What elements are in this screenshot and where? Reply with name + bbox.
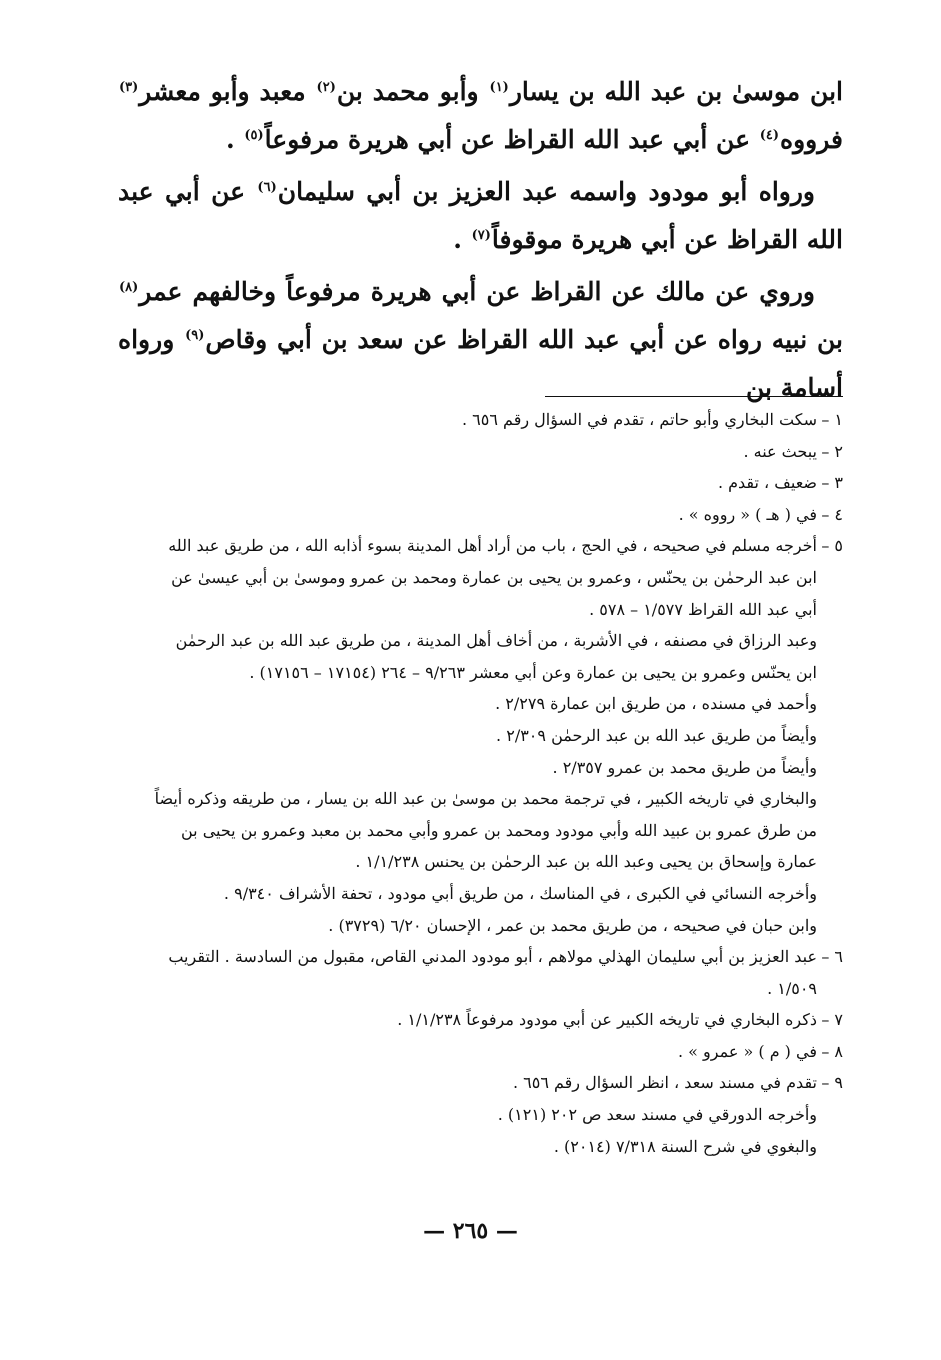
footnote-body [118,1036,817,1068]
footnote-body [118,1004,817,1036]
footnote-line: وعبد الرزاق في مصنفه ، في الأشربة ، من أخاف أهل المدينة ، من طريق عبد الله بن عبد الرحمٰن [175,631,817,651]
footnote-ref-5[interactable]: (٥) [244,127,264,143]
footnote-3 [118,467,843,499]
footnote-line: وأيضاً من طريق محمد بن عمرو ٢/٣٥٧ . [552,757,817,777]
paragraph-3 [118,268,843,412]
footnote-number: ٦ – [821,947,843,967]
text-segment: فرووه [780,125,843,154]
footnote-ref-1[interactable]: (١) [489,79,509,95]
footnote-line: من طرق عمرو بن عبيد الله وأبي مودود ومحمد بن عمرو وأبي محمد بن معبد وعمرو بن يحيى بن [180,820,817,840]
footnote-body [118,436,817,468]
footnote-divider [545,396,843,397]
footnote-line: في ( م ) « عمرو » . [678,1041,817,1061]
footnote-ref-9[interactable]: (٩) [185,327,205,343]
footnote-ref-2[interactable]: (٢) [316,79,336,95]
footnote-ref-7[interactable]: (٧) [471,227,491,243]
footnote-line: وأخرجه النسائي في الكبرى ، في المناسك ، من طريق أبي مودود ، تحفة الأشراف ٩/٣٤٠ . [223,883,817,903]
footnote-number: ٩ – [821,1073,843,1093]
footnote-body [118,941,817,1004]
text-segment: بن نبيه رواه عن أبي عبد الله القراظ عن سعد بن أبي وقاص [205,325,843,354]
text-segment: معبد وأبو معشر [139,77,316,106]
footnote-line: عمارة وإسحاق بن يحيى وعبد الله بن عبد الرحمٰن بن يحنس ١/١/٢٣٨ . [355,852,817,872]
footnote-8 [118,1036,843,1068]
text-segment: . [225,125,244,154]
footnote-ref-8[interactable]: (٨) [119,279,139,295]
text-segment: ورواه أبو مودود واسمه عبد العزيز بن أبي سليمان [277,177,815,206]
paragraph-1 [118,68,843,164]
footnote-ref-6[interactable]: (٦) [257,179,277,195]
footnote-4 [118,499,843,531]
text-segment: ابن موسىٰ بن عبد الله بن يسار [509,77,843,106]
main-text [118,68,843,416]
footnote-line: ضعيف ، تقدم . [717,473,817,493]
footnote-line: أخرجه مسلم في صحيحه ، في الحج ، باب من أراد أهل المدينة بسوء أذابه الله ، من طريق عبد الله [168,536,817,556]
footnote-line: وأخرجه الدورقي في مسند سعد ص ٢٠٢ (١٢١) . [497,1105,817,1125]
footnote-ref-3[interactable]: (٣) [119,79,139,95]
paragraph-2 [118,168,843,264]
footnote-line: ابن عبد الرحمٰن بن يحنّس ، وعمرو بن يحيى بن عمارة ومحمد بن عمرو وموسىٰ بن أبي عيسىٰ عن [171,567,817,587]
footnote-line: ١/٥٠٩ . [767,978,817,998]
text-segment: ورواه أسامة بن [118,325,843,402]
footnote-2 [118,436,843,468]
footnote-line: سكت البخاري وأبو حاتم ، تقدم في السؤال رقم ٦٥٦ . [462,410,817,429]
footnote-number: ٣ – [821,473,843,493]
footnote-number: ٧ – [821,1010,843,1030]
text-segment: عن أبي عبد الله القراظ عن أبي هريرة موقوفاً [118,177,843,254]
footnote-line: عبد العزيز بن أبي سليمان الهذلي مولاهم ، أبو مودود المدني القاص، مقبول من السادسة . التقريب [168,947,817,967]
footnote-line: وأحمد في مسنده ، من طريق ابن عمارة ٢/٢٧٩ . [495,694,817,714]
footnotes [118,404,843,1162]
footnote-1 [118,404,843,436]
footnote-number: ٤ – [821,504,843,524]
text-segment: وروي عن مالك عن القراظ عن أبي هريرة مرفوعاً وخالفهم عمر [139,277,815,306]
footnote-line: ابن يحنّس وعمرو بن يحيى بن عمارة وعن أبي معشر ٩/٢٦٣ – ٢٦٤ (١٧١٥٤ – ١٧١٥٦) . [249,662,817,682]
text-segment: وأبو محمد بن [336,77,489,106]
footnote-body [118,1067,817,1162]
footnote-6 [118,941,843,1004]
footnote-line: وأيضاً من طريق عبد الله بن عبد الرحمٰن ٢/٣٠٩ . [496,725,817,745]
footnote-line: والبغوي في شرح السنة ٧/٣١٨ (٢٠١٤) . [553,1136,817,1156]
footnote-5 [118,530,843,941]
footnote-line: يبحث عنه . [743,441,817,461]
footnote-line: في ( هـ ) « رووه » . [678,504,817,524]
footnote-7 [118,1004,843,1036]
footnote-number: ٨ – [821,1041,843,1061]
footnote-number: ١ – [821,410,843,429]
text-segment: . [453,225,471,254]
footnote-number: ٢ – [821,441,843,461]
footnote-line: تقدم في مسند سعد ، انظر السؤال رقم ٦٥٦ . [512,1073,817,1093]
footnote-body [118,404,817,436]
footnote-line: ذكره البخاري في تاريخه الكبير عن أبي مودود مرفوعاً ١/١/٢٣٨ . [397,1010,817,1030]
footnote-ref-4[interactable]: (٤) [759,127,779,143]
footnote-line: وابن حبان في صحيحه ، من طريق محمد بن عمر ، الإحسان ٦/٢٠ (٣٧٢٩) . [328,915,817,935]
footnote-9 [118,1067,843,1162]
footnote-number: ٥ – [821,536,843,556]
footnote-body [118,467,817,499]
footnote-line: أبي عبد الله القراظ ١/٥٧٧ – ٥٧٨ . [589,599,817,619]
footnote-line: والبخاري في تاريخه الكبير ، في ترجمة محمد بن موسىٰ بن عبد الله بن يسار ، من طريقه وذكره أيضاً [154,789,817,809]
page-number: — ٢٦٥ — [423,1218,518,1244]
footnote-body [118,499,817,531]
text-segment: عن أبي عبد الله القراظ عن أبي هريرة مرفوعاً [264,125,759,154]
footnote-body [118,530,817,941]
